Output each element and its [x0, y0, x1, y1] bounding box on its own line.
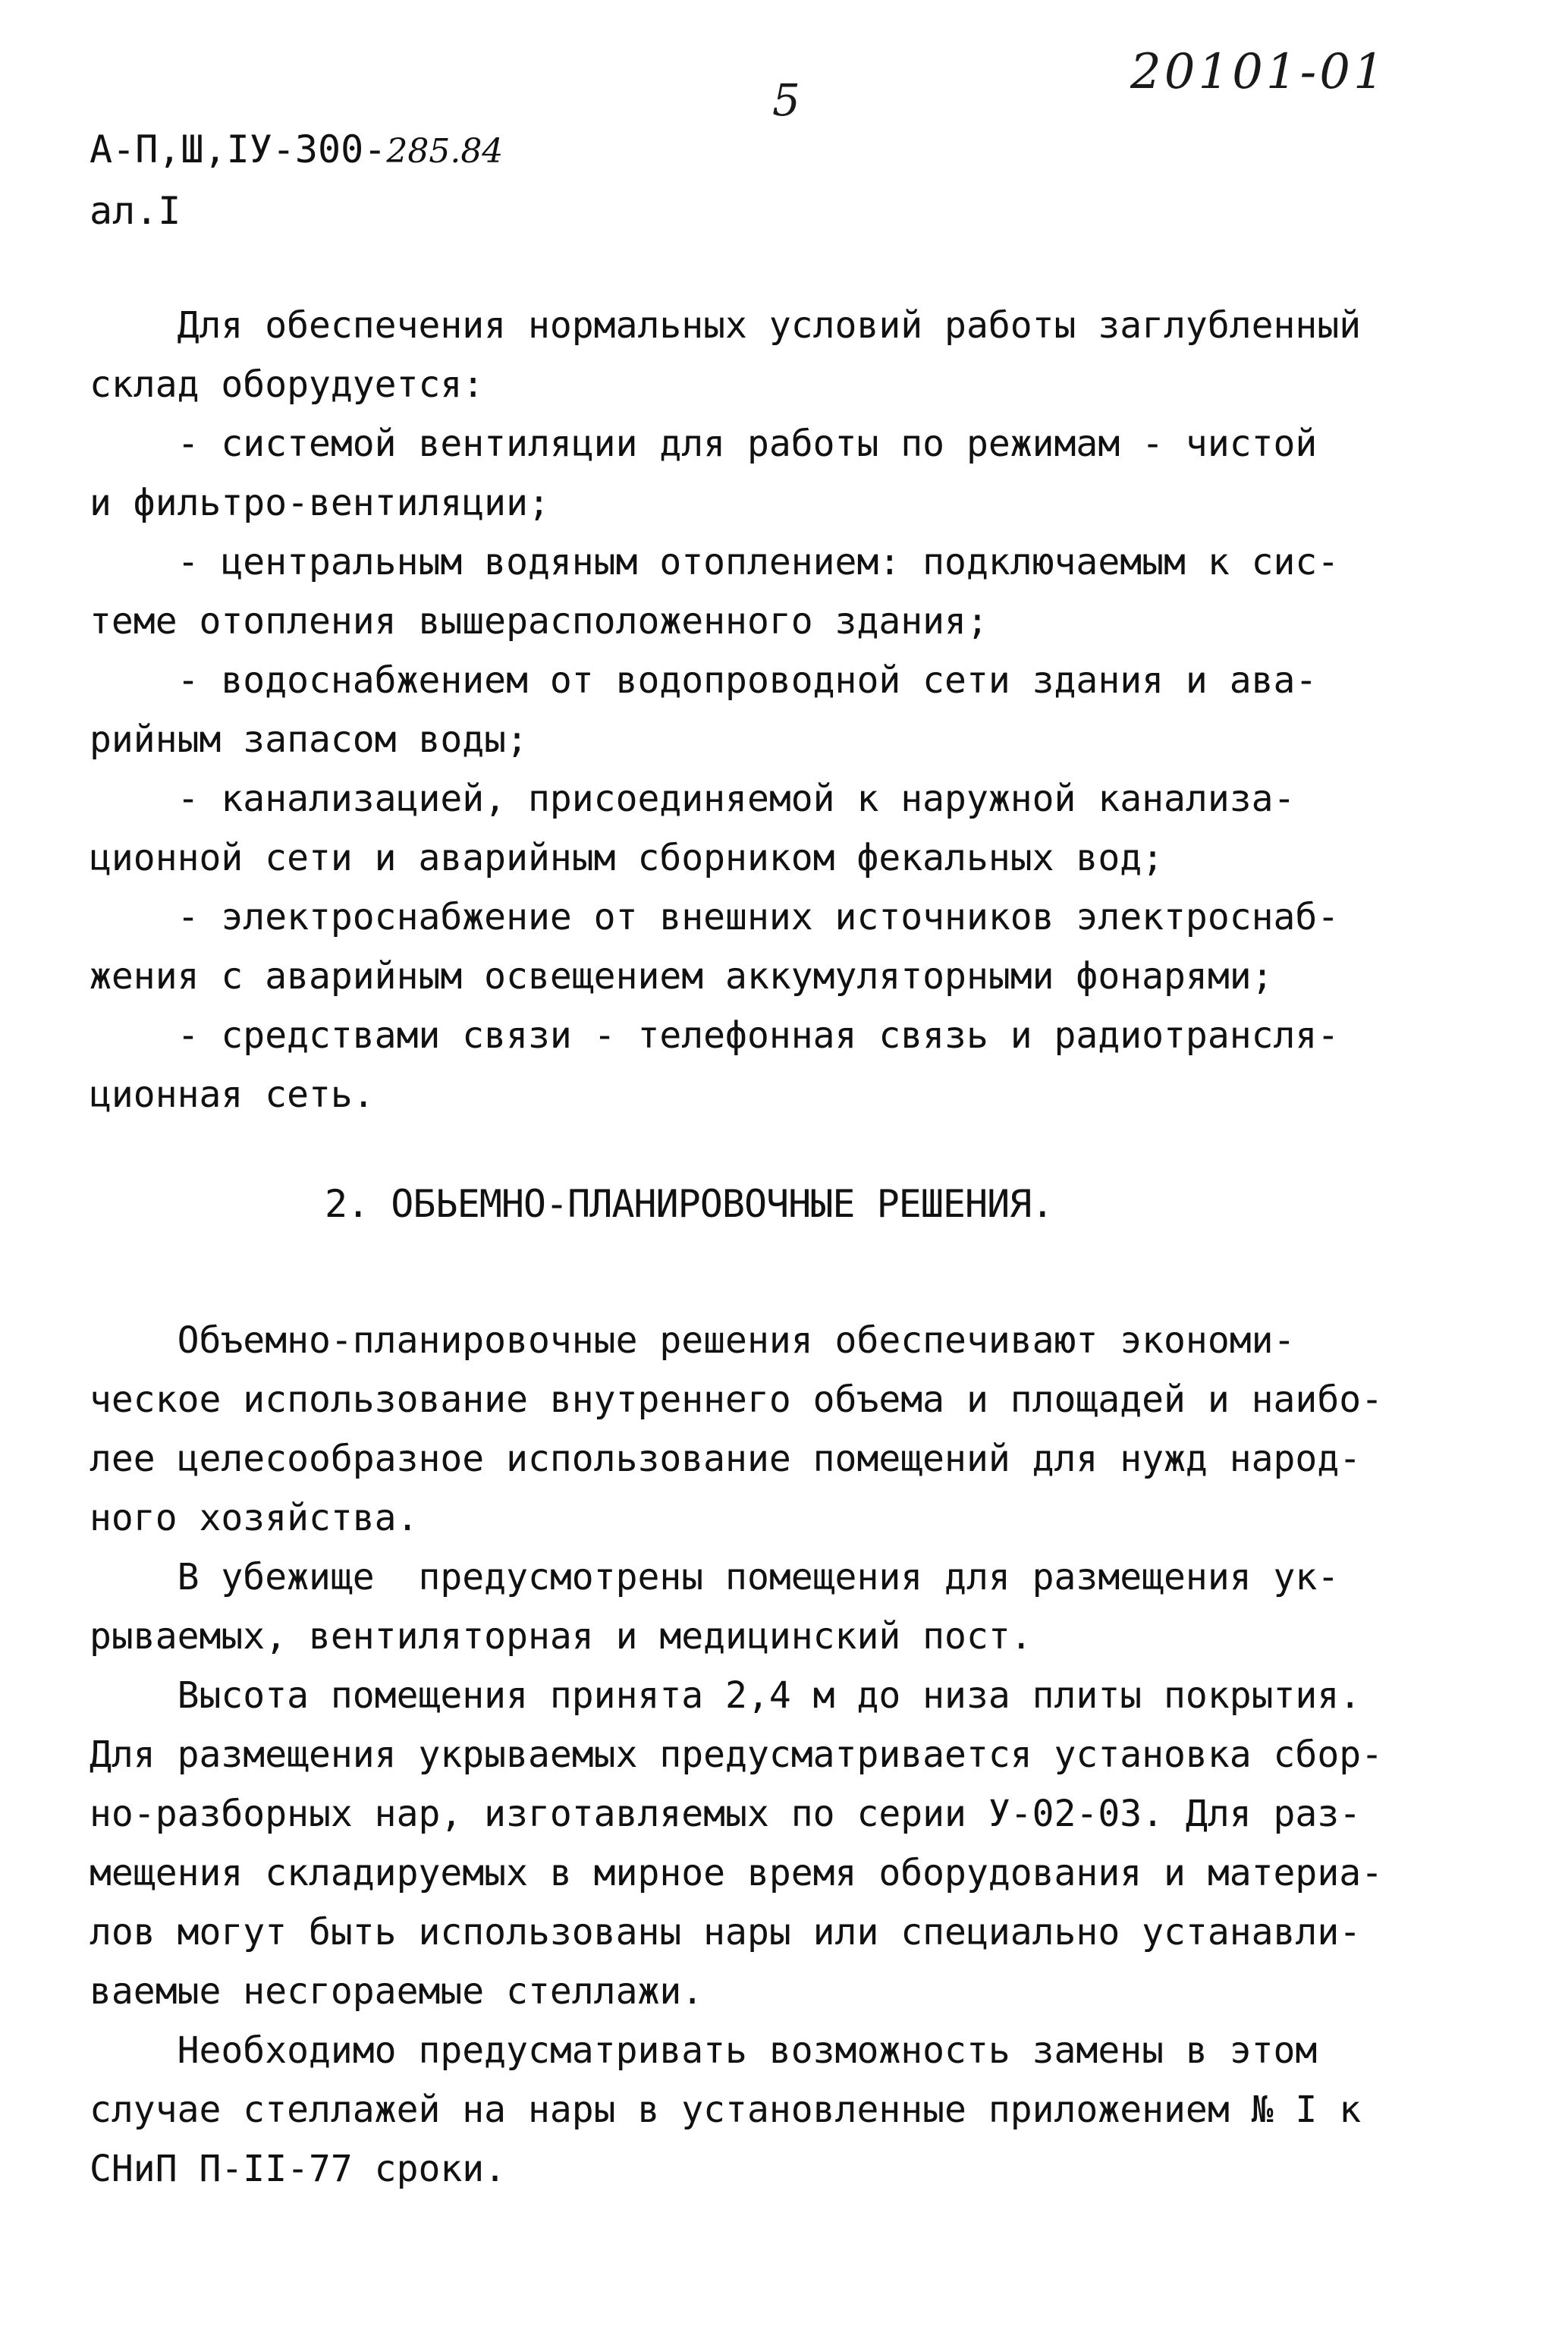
body-paragraph: [90, 1548, 1500, 1666]
header-code-typed: А-П,Ш,IУ-300-: [90, 127, 387, 171]
header-sheet: ал.I: [90, 189, 181, 233]
text-line: и фильтро-вентиляции;: [90, 482, 550, 524]
text-line: жения с аварийным освещением аккумуляторными фонарями;: [90, 955, 1274, 998]
text-line: ционной сети и аварийным сборником фекальных вод;: [90, 837, 1164, 879]
document-code: 20101-01: [1130, 44, 1387, 100]
text-line: но-разборных нар, изготавляемых по серии У-02-03. Для раз-: [90, 1793, 1362, 1835]
text-line: Для размещения укрываемых предусматривается установка сбор-: [90, 1733, 1384, 1776]
text-line: ваемые несгораемые стеллажи.: [90, 1970, 704, 2013]
text-line: Необходимо предусматривать возможность замены в этом: [90, 2029, 1318, 2072]
text-line: рийным запасом воды;: [90, 718, 528, 761]
text-line: - средствами связи - телефонная связь и радиотрансля-: [90, 1014, 1340, 1057]
header-code-line: [90, 120, 503, 181]
body-paragraph: [90, 1311, 1500, 1548]
text-line: случае стеллажей на нары в установленные приложением № I к: [90, 2089, 1362, 2131]
text-line: - центральным водяным отоплением: подключаемым к сис-: [90, 541, 1340, 583]
text-line: ного хозяйства.: [90, 1497, 419, 1539]
body-paragraph: [90, 1666, 1500, 2021]
text-line: Для обеспечения нормальных условий работы заглубленный: [90, 304, 1362, 347]
intro-paragraph: [90, 296, 1500, 1124]
text-line: ческое использование внутреннего объема и площадей и наибо-: [90, 1378, 1384, 1421]
header-code-handwritten: 285.84: [386, 132, 504, 171]
page-number: 5: [772, 74, 800, 126]
text-line: - канализацией, присоединяемой к наружной канализа-: [90, 778, 1296, 820]
text-line: лов могут быть использованы нары или специально устанавли-: [90, 1911, 1362, 1953]
text-line: мещения складируемых в мирное время оборудования и материа-: [90, 1852, 1384, 1894]
text-line: СНиП П-II-77 сроки.: [90, 2148, 507, 2190]
text-line: - системой вентиляции для работы по режимам - чистой: [90, 423, 1318, 465]
text-line: лее целесообразное использование помещений для нужд народ-: [90, 1438, 1362, 1480]
text-line: - водоснабжением от водопроводной сети здания и ава-: [90, 659, 1318, 702]
text-line: Объемно-планировочные решения обеспечивают экономи-: [90, 1319, 1296, 1362]
section-heading: 2. ОБЬЕМНО-ПЛАНИРОВОЧНЫЕ РЕШЕНИЯ.: [325, 1182, 1054, 1226]
text-line: ционная сеть.: [90, 1073, 375, 1116]
text-line: Высота помещения принята 2,4 м до низа плиты покрытия.: [90, 1674, 1362, 1717]
text-line: В убежище предусмотрены помещения для размещения ук-: [90, 1556, 1340, 1598]
text-line: теме отопления вышерасположенного здания;: [90, 600, 988, 643]
text-line: склад оборудуется:: [90, 363, 485, 406]
document-header: [90, 120, 503, 240]
text-line: - электроснабжение от внешних источников электроснаб-: [90, 896, 1340, 938]
body-paragraph: [90, 2021, 1500, 2199]
text-line: рываемых, вентиляторная и медицинский пост.: [90, 1615, 1032, 1658]
